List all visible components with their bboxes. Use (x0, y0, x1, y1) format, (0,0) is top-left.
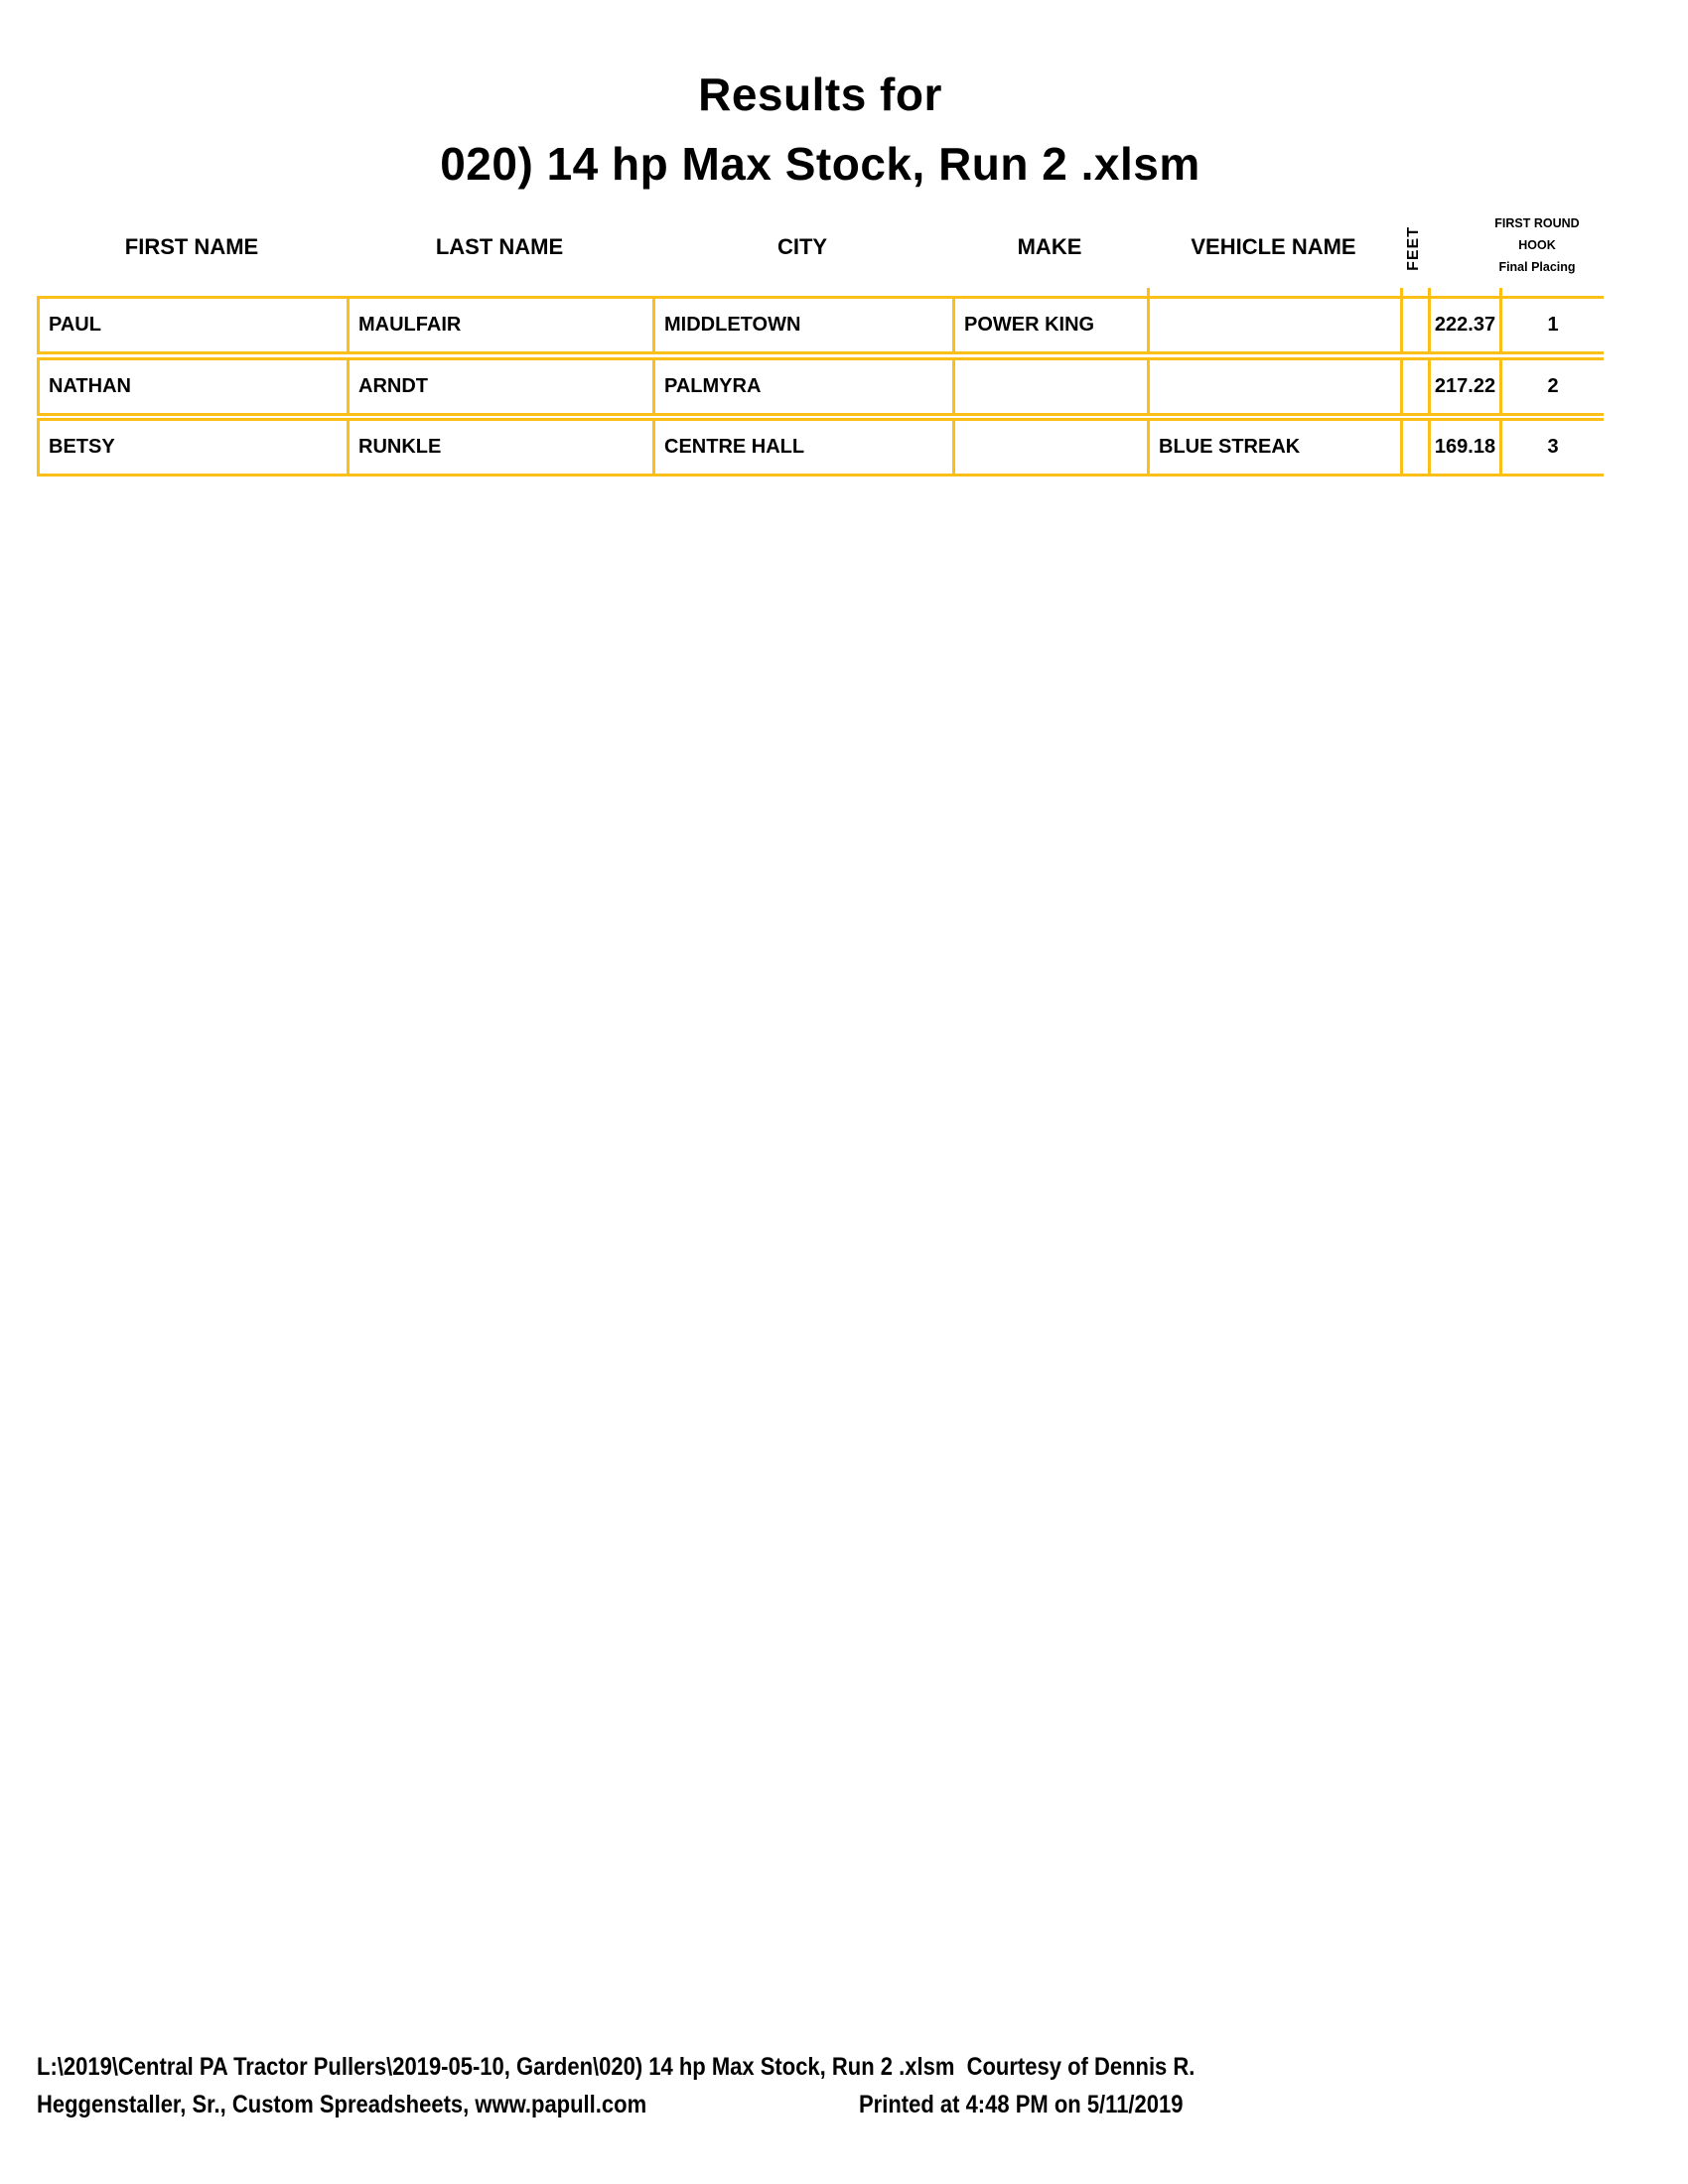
column-header-city: CITY (776, 234, 828, 259)
table-row (37, 296, 1604, 354)
column-header-feet (1386, 214, 1442, 282)
cell-vehicle-name: BLUE STREAK (1150, 421, 1403, 474)
cell-city: MIDDLETOWN (655, 299, 955, 351)
cell-placing: 3 (1547, 436, 1559, 458)
column-header-first-name: FIRST NAME (124, 234, 259, 259)
cell-feet: 222.37 (1431, 299, 1502, 351)
page-title: Results for (698, 68, 942, 120)
hook-header-line3: Final Placing (1498, 260, 1576, 274)
spacer-cell (1403, 421, 1431, 474)
hook-header-line2: HOOK (1518, 238, 1556, 252)
cell-first-name: BETSY (40, 421, 350, 474)
cell-vehicle-name (1150, 299, 1403, 351)
spacer-cell (1403, 360, 1431, 413)
page-subtitle: 020) 14 hp Max Stock, Run 2 .xlsm (440, 138, 1200, 190)
cell-vehicle-name (1150, 360, 1403, 413)
spacer-cell (1403, 299, 1431, 351)
footer-credit: Heggenstaller, Sr., Custom Spreadsheets, www.papull.com (37, 2091, 647, 2118)
table-row (37, 357, 1604, 416)
footer-printed-date: Printed at 4:48 PM on 5/11/2019 (859, 2091, 1184, 2118)
cell-make: POWER KING (955, 299, 1150, 351)
cell-city: PALMYRA (655, 360, 955, 413)
column-header-final-placing (1458, 212, 1617, 278)
column-header-vehicle-name: VEHICLE NAME (1191, 234, 1356, 259)
cell-last-name: ARNDT (350, 360, 655, 413)
column-header-last-name: LAST NAME (435, 234, 564, 259)
cell-placing: 1 (1547, 314, 1559, 336)
cell-feet: 169.18 (1431, 421, 1502, 474)
cell-city: CENTRE HALL (655, 421, 955, 474)
column-header-make: MAKE (1017, 234, 1082, 259)
cell-first-name: PAUL (40, 299, 350, 351)
cell-make (955, 421, 1150, 474)
cell-first-name: NATHAN (40, 360, 350, 413)
footer-file-path: L:\2019\Central PA Tractor Pullers\2019-05-10, Garden\020) 14 hp Max Stock, Run 2 .xlsm Courtesy of Dennis R. (37, 2053, 1196, 2081)
cell-make (955, 360, 1150, 413)
hook-header-line1: FIRST ROUND (1494, 216, 1580, 230)
cell-last-name: RUNKLE (350, 421, 655, 474)
cell-last-name: MAULFAIR (350, 299, 655, 351)
cell-feet: 217.22 (1431, 360, 1502, 413)
table-row (37, 418, 1604, 477)
feet-rotated-label: FEET (1405, 225, 1422, 271)
cell-placing: 2 (1547, 375, 1559, 397)
